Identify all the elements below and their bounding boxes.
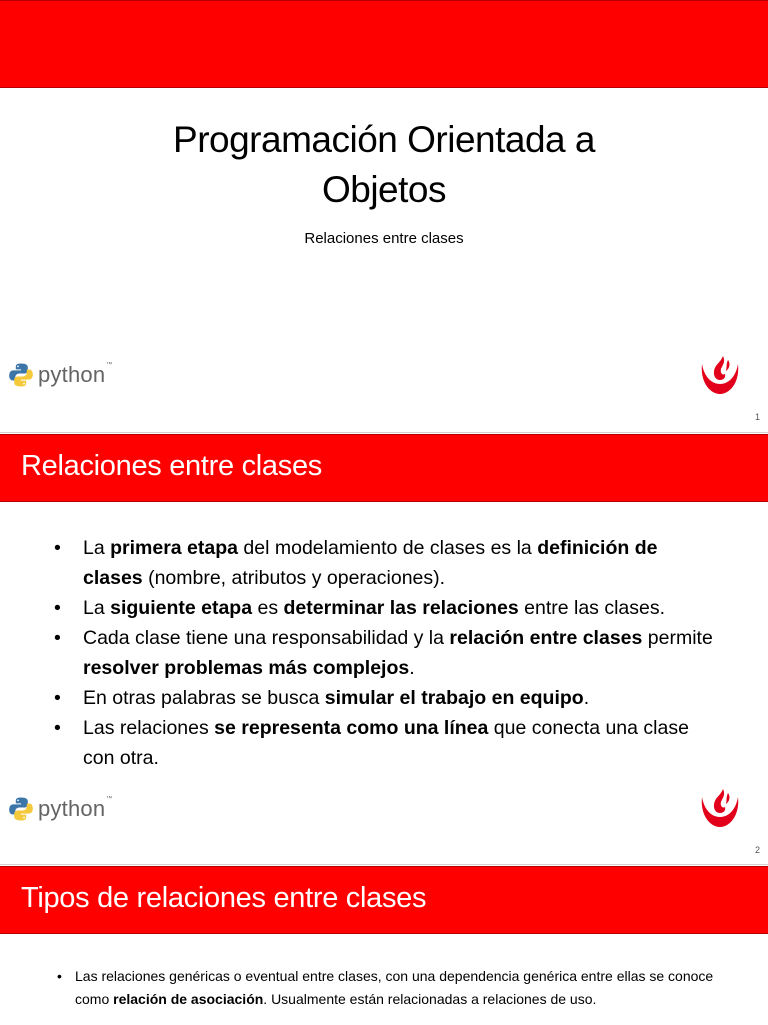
bullet-bold-text: primera etapa <box>110 537 239 559</box>
slide-subtitle: Relaciones entre clases <box>304 230 464 247</box>
python-logo <box>8 362 112 388</box>
python-logo-text <box>38 796 112 822</box>
slide-title-line-1: Programación Orientada a <box>173 119 595 160</box>
bullet-bold-text: siguiente etapa <box>110 597 253 619</box>
page-number: 2 <box>754 845 760 855</box>
slide-1-header-bar <box>0 0 768 88</box>
python-logo-icon <box>8 796 34 822</box>
slide-title <box>0 115 768 215</box>
bullet-text: (nombre, atributos y operaciones). <box>142 567 446 589</box>
bullet-text: del modelamiento de clases es la <box>238 537 538 559</box>
bullet-text: . <box>409 657 415 679</box>
bullet-text: que conecta una clase con otra. <box>83 717 689 769</box>
slide-2 <box>0 432 768 865</box>
bullet-text: . <box>583 687 590 709</box>
bullet-bold-text: resolver problemas más complejos <box>83 657 410 679</box>
bullet-item <box>52 683 722 713</box>
bullet-item <box>52 533 722 593</box>
bullet-text: permite <box>642 627 713 649</box>
bullet-text: La <box>83 597 111 619</box>
bullet-item <box>52 623 722 683</box>
bullet-text: entre las clases. <box>518 597 666 619</box>
upc-logo-icon <box>696 785 744 831</box>
slide-3-header-title: Tipos de relaciones entre clases <box>21 882 427 914</box>
slide-2-bullet-list <box>52 533 722 773</box>
slide-1 <box>0 0 768 432</box>
python-trademark: ™ <box>106 362 113 368</box>
bullet-bold-text: relación entre clases <box>449 627 643 649</box>
python-logo-label: python <box>38 362 106 387</box>
bullet-bold-text: se representa como una línea <box>214 717 489 739</box>
python-logo <box>8 796 112 822</box>
python-trademark: ™ <box>106 796 113 802</box>
bullet-text: Cada clase tiene una responsabilidad y la <box>83 627 450 649</box>
bullet-item <box>52 713 722 773</box>
page-number: 1 <box>754 412 760 422</box>
slide-title-line-2: Objetos <box>321 169 446 210</box>
bullet-text: Las relaciones genéricas o eventual entre clases, con una dependencia genérica entre ellas se conoce como <box>75 968 714 1007</box>
python-logo-label: python <box>38 796 106 821</box>
python-logo-text <box>38 362 112 388</box>
upc-logo-icon <box>696 352 744 398</box>
slide-3 <box>0 864 768 1025</box>
bullet-bold-text: relación de asociación <box>113 991 264 1007</box>
bullet-bold-text: definición de clases <box>83 537 658 589</box>
bullet-text: es <box>252 597 284 619</box>
bullet-text: . Usualmente están relacionadas a relaciones de uso. <box>263 991 597 1007</box>
bullet-bold-text: simular el trabajo en equipo <box>324 687 584 709</box>
slide-3-header-bar <box>0 866 768 934</box>
bullet-text: Las relaciones <box>83 717 215 739</box>
bullet-item <box>52 593 722 623</box>
bullet-text: En otras palabras se busca <box>83 687 325 709</box>
bullet-item <box>52 965 732 1011</box>
slide-3-bullet-list <box>52 965 732 1011</box>
slide-2-header-title: Relaciones entre clases <box>21 450 322 482</box>
python-logo-icon <box>8 362 34 388</box>
bullet-bold-text: determinar las relaciones <box>283 597 519 619</box>
bullet-text: La <box>83 537 111 559</box>
slide-2-header-bar <box>0 434 768 502</box>
